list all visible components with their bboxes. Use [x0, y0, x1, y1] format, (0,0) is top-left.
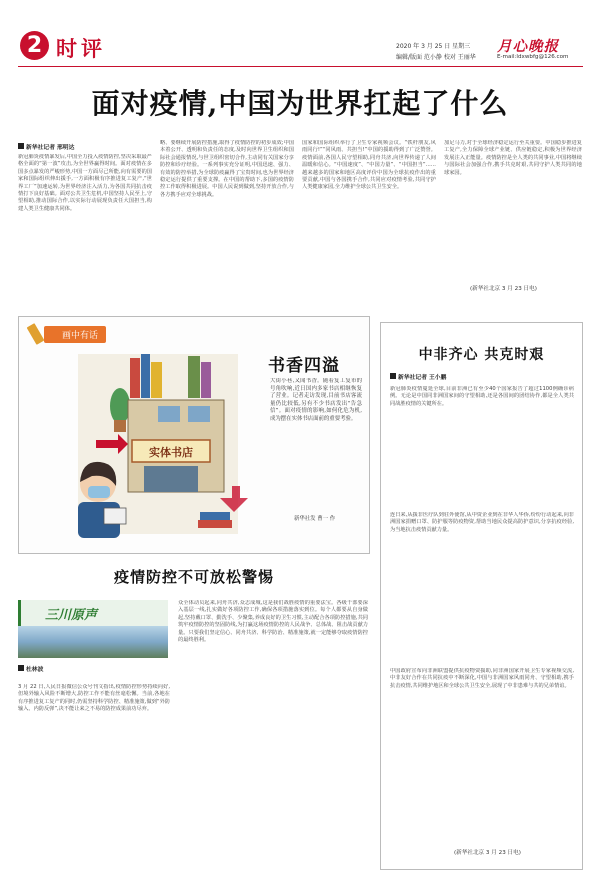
book-stack — [198, 520, 232, 528]
window — [188, 406, 210, 422]
article2-title: 中非齐心 共克时艰 — [418, 347, 545, 363]
article3-byline: 杜林波 — [18, 664, 43, 673]
page-number-badge — [20, 31, 49, 60]
plant-pot — [114, 420, 126, 432]
article1-column-1: 新冠肺炎疫情暴发后,中国全力投入疫情防控,坚决采取最严格全面的“第一波”攻击,为全世界赢得时间。面对疫情在多国多点暴发的严峻形势,中国一方面尽己所能,向有需要的国家和国际组织伸出援手,一方面积极有序推进复工复产,“世界工厂”加速运转,为世界经济注入活力,为各国共同抗击疫情打下良好基础。面对公共卫生危机,中国坚持人民至上,守望相助,推动国际合作,以实际行动展现负责任大国担当,构建人类卫生健康共同体。 — [18, 154, 152, 212]
book-stack — [141, 354, 150, 398]
page-number: 2 — [26, 33, 43, 58]
bookstore-illustration — [48, 348, 258, 548]
feature-title: 书香四溢 — [268, 356, 340, 376]
main-headline: 面对疫情,中国为世界扛起了什么 — [91, 87, 509, 120]
article2-paragraph: 中国政府宣布向非洲联盟提供抗疫物资援助,同非洲国家开展卫生专家视频交流,中非友好合作在共同抗疫中不断深化,中国与非洲国家风雨同舟、守望相助,携手抗击疫情,共同维护地区和全球公共卫生安全,展现了中非患难与共的兄弟情谊。 — [390, 668, 574, 689]
masthead-logo: 月心晚报 — [497, 39, 559, 55]
article1-column-2: 略、要继续开展防控措施,取得了疫情防控的初步成效;中国本着公开、透明和负责任的态度,及时向世界卫生组织和国际社会通报情况,与世卫组织密切合作,主动同有关国家分享防控和诊疗经验。一系列事实充分证明,中国迅速、强力、有效的防控举措,为全球防疫赢得了宝贵时间,也为世界经济稳定运行提供了重要支撑。在中国的帮助下,多国的疫情防控工作取得积极进展。中国人民说到做到,坚持开放合作,与各方携手应对全球挑战。 — [160, 140, 294, 198]
book-stack — [151, 362, 162, 398]
article2-paragraph: 新冠肺炎疫情蔓延全球,目前非洲已有至少40个国家报告了超过1100例确诊病例。无论是中国同非洲国家间的守望相助,还是各国间的团结协作,都是全人类共同战胜疫情的关键所在。 — [390, 386, 574, 407]
feature-author: 新华社发 曹一 作 — [294, 516, 336, 522]
article1-source: (新华社北京 3 月 23 日电) — [470, 286, 537, 292]
article1-column-4: 加足马力,对于全球经济稳定运行至关重要。中国稳步推进复工复产,全力保障全球产业链、供应链稳定,积极为世界经济发展注入正能量。疫情防控是全人类的共同事业,中国将继续与国际社会加强合作,携手共克时艰,共同守护人类共同的地球家园。 — [444, 140, 582, 176]
book-stack — [188, 356, 200, 398]
shop-sign-text: 实体书店 — [149, 446, 193, 459]
book-stack — [200, 512, 230, 520]
window — [158, 406, 180, 422]
article2-paragraph: 连日来,从援非医疗队到驻外使馆,从中资企业到在非华人华侨,纷纷行动起来,向非洲国家捐赠口罩、防护服等防疫物资,帮助当地民众提高防护意识,分享抗疫经验,为当地抗击疫情贡献力量。 — [390, 512, 574, 533]
article2-source: (新华社北京 3 月 23 日电) — [454, 850, 521, 856]
feature-caption: 大街小巷,又闻书香。随着复工复市的号角吹响,近日国内多家书店相继恢复了营业。记者走访发现,目前书店客流量仍比较低,另有不少书店发出“告急信”。面对疫情的影响,如何化危为机,成为摆在实体书店面前的重要考验。 — [270, 378, 362, 422]
article3-column-2: 众全体动员起来,同舟共济,众志成城,这是我们战胜疫情的重要法宝。各级干部要深入基层一线,扎实做好各项防控工作,确保各项措施落实到位。每个人都要从自身做起,坚持戴口罩、勤洗手、少聚集,养成良好的卫生习惯,主动配合各项防控措施,共同筑牢疫情防控的坚固防线,为打赢这场疫情防控的人民战争、总体战、阻击战贡献力量。只要我们坚定信心、同舟共济、科学防治、精准施策,就一定能够夺取疫情防控的最终胜利。 — [178, 600, 368, 644]
issue-date: 2020 年 3 月 25 日 星期三 — [396, 43, 471, 50]
article1-byline: 新华社记者 邢明达 — [18, 142, 74, 151]
section-title: 时评 — [56, 37, 106, 61]
contact-email: E-mail:ldxwbfg@126.com — [497, 54, 569, 60]
article2-byline: 新华社记者 王小鹏 — [390, 372, 446, 381]
header-rule — [18, 66, 583, 67]
column-logo-text: 三川原声 — [45, 608, 98, 623]
book-stack — [201, 362, 211, 398]
article3-title: 疫情防控不可放松警惕 — [113, 568, 274, 586]
feature-badge: 画中有话 — [44, 326, 106, 343]
face-mask-icon — [88, 486, 110, 498]
plant-icon — [110, 388, 130, 424]
book-in-hand — [104, 508, 126, 524]
article1-column-3: 国家和国际组织举行了卫生专家视频会议。“铁杆朋友,风雨同行!”“同风雨、共担当!”中国的援助得到了广泛赞誉。疫情面前,各国人民守望相助,同舟共济,向世界传递了人间温暖和信心。“中国速度”、“中国力量”、“中国担当”……越来越多的国家和地区高度评价中国为全球抗疫作出的重要贡献,中国与各国携手合作,共同应对疫情考验,共同守护人类健康家园,全力维护全球公共卫生安全。 — [302, 140, 436, 191]
column-photo — [18, 626, 168, 658]
door — [144, 466, 198, 492]
book-stack — [130, 358, 140, 398]
column-logo — [18, 600, 168, 626]
editors-line: 编辑/版面 范小静 校对 王丽华 — [396, 54, 476, 61]
article3-column-1: 3 月 22 日,人民日报微信公众号刊文指出,疫情防控形势持续向好,但境外输入风险不断增大,防控工作不能有丝毫松懈。当前,各地在有序推进复工复产的同时,仍需坚持科学防控、精准施策,做到“外防输入、内防反弹”,决不能让来之不易的防控成果前功尽弃。 — [18, 684, 170, 713]
